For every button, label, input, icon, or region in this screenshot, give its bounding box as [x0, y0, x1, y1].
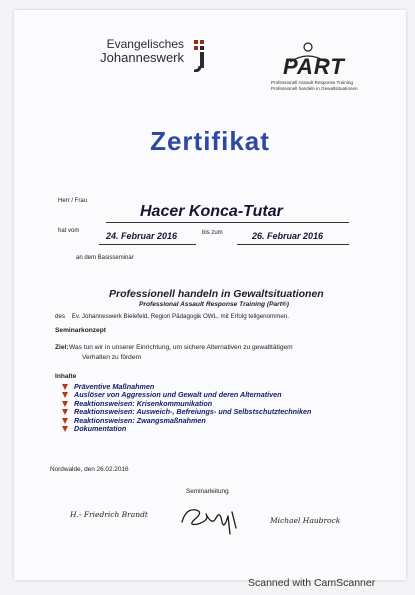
seminar-title: Professionell handeln in Gewaltsituationen [109, 288, 324, 300]
camscanner-watermark: Scanned with CamScanner [248, 577, 376, 589]
johanneswerk-j-icon [184, 40, 210, 72]
bullet-icon [62, 392, 68, 398]
ziel-line-2: Verhalten zu fördern [82, 354, 142, 361]
johanneswerk-logo-text [92, 38, 184, 64]
seminar-subtitle: Professional Assault Response Training (Part®) [139, 301, 289, 308]
participant-name: Hacer Konca-Tutar [140, 203, 283, 220]
bis-zum-label: bis zum [202, 230, 223, 236]
list-item-text: Dokumentation [74, 423, 127, 433]
seminarleitung-label: Seminarleitung [186, 488, 229, 495]
bullet-icon [62, 409, 68, 415]
logo-line-1: Evangelisches [106, 37, 184, 51]
signature-right: Michael Haubrock [270, 516, 341, 525]
ziel-label: Ziel: [55, 344, 69, 351]
part-sub-line-1: Professionell Assault Response Training [271, 80, 353, 85]
organization-line [55, 313, 289, 320]
date-to: 26. Februar 2016 [252, 231, 324, 241]
signature-left: H.- Friedrich Brandt [70, 510, 148, 519]
des-label: des [55, 313, 65, 320]
bullet-icon [62, 401, 68, 407]
bullet-icon [62, 426, 68, 432]
certificate-page [14, 10, 406, 580]
ziel-line-1: Was tun wir in unserer Einrichtung, um sichere Alternativen zu gewalttätigem [69, 344, 293, 351]
inhalte-heading: Inhalte [55, 373, 77, 380]
list-item [60, 425, 311, 433]
bullet-icon [62, 418, 68, 424]
an-dem-label: an dem Basisseminar [76, 255, 134, 261]
part-sub-line-2: Professionell handeln in Gewaltsituationen [271, 86, 358, 91]
date-from: 24. Februar 2016 [106, 231, 178, 241]
logo-line-2: Johanneswerk [100, 50, 184, 65]
certificate-title: Zertifikat [150, 126, 270, 156]
place-date: Nordwalde, den 26.02.2016 [50, 466, 129, 473]
part-logo-mark: PART [283, 54, 345, 79]
herr-frau-label: Herr / Frau [58, 198, 88, 204]
handwritten-signature-icon [176, 500, 246, 540]
seminarkonzept-heading: Seminarkonzept [55, 327, 106, 334]
part-logo-subtitle [271, 80, 358, 92]
name-underline [106, 222, 349, 223]
list-item-text: Reaktionsweisen: Ausweich-, Befreiungs- und Selbstschutztechniken [74, 407, 312, 417]
list-item-text: Reaktionsweisen: Krisenkommunikation [74, 398, 213, 408]
list-item-text: Reaktionsweisen: Zwangsmaßnahmen [74, 415, 206, 425]
date-to-underline [237, 244, 349, 245]
bullet-icon [62, 384, 68, 390]
hat-vom-label: hat vom [58, 228, 80, 234]
inhalte-list [60, 383, 311, 433]
date-from-underline [99, 244, 196, 245]
list-item-text: Auslöser von Aggression und Gewalt und deren Alternativen [74, 390, 282, 400]
list-item-text: Präventive Maßnahmen [74, 382, 155, 391]
organization-text: Ev. Johanneswerk Bielefeld, Region Pädagogik OWL, mit Erfolg teilgenommen. [71, 313, 289, 320]
